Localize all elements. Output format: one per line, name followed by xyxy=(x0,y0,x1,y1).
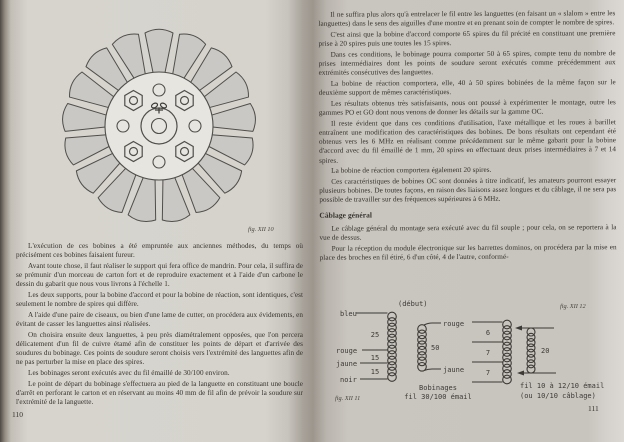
coil3-turns-1: 6 xyxy=(485,329,491,337)
coil2-lead-bottom: jaune xyxy=(443,366,465,374)
paragraph: L'exécution de ces bobines a été empruntée aux anciennes méthodes, du temps où précisément ces bobines faisaient fureur. xyxy=(16,242,303,260)
right-page-text xyxy=(318,9,616,265)
section-heading: Câblage général xyxy=(319,210,373,220)
paragraph: La bobine de réaction comportera également 20 spires. xyxy=(331,166,492,175)
fig11-caption: fig. XII 11 xyxy=(335,395,361,402)
fig12-caption: fig. XII 12 xyxy=(560,303,586,310)
coil4-winding xyxy=(515,326,556,376)
coil4-caption-line1: fil 10 à 12/10 émail xyxy=(520,382,605,390)
paragraph: On choisira ensuite deux languettes, à peu près diamétralement opposées, que l'on percera délicatement d'un fil de cuivre étamé afin de constituer les points de départ et d'arrivée des soudures du bobinage. Ces points de soudure seront choisis vers l'extrémité des languettes afin de ne pas perturber la mise en place des spires. xyxy=(16,330,303,367)
coil3-turns-3: 7 xyxy=(485,369,491,377)
coil2-caption-line2: fil 30/100 émail xyxy=(404,393,472,401)
fig10-caption: fig. XII 10 xyxy=(248,226,274,233)
coil1-tap-2: jaune xyxy=(336,360,358,368)
paragraph: Il ne suffira plus alors qu'à entrelacer le fil entre les languettes (en faisant un « slalom » entre les languettes) dans le sens des aiguilles d'une montre et en prenant soin de compter le nombre de spires. xyxy=(318,9,616,28)
paragraph: Dans ces conditions, le bobinage pourra comporter 50 à 65 spires, compte tenu du nombre de prises intermédiaires dont les points de soudure seront exécutés comme précédemment aux extrémités consécutives des languettes. xyxy=(318,49,616,77)
coil3-winding xyxy=(472,320,511,384)
paragraph: La bobine de réaction comportera, elle, 40 à 50 spires bobinées de la même façon sur le deuxième support de mêmes caractéristiques. xyxy=(318,78,616,97)
coil1-lead-top: bleu xyxy=(340,310,357,318)
coil1-turns-1: 25 xyxy=(370,331,380,339)
page-number-left: 110 xyxy=(12,410,23,419)
paragraph: Les résultats obtenus très satisfaisants, nous ont poussé à expérimenter le montage, outre les gammes PO et GO dont nous venons de donner les détails sur la gamme OC. xyxy=(318,98,616,117)
coil4-turns: 20 xyxy=(541,347,550,355)
coil4-caption-line2: (ou 10/10 câblage) xyxy=(520,392,596,400)
coil2-caption-line1: Bobinages xyxy=(419,384,457,392)
paragraph: Avant toute chose, il faut réaliser le support qui fera office de mandrin. Pour cela, il suffira de se prémunir d'un morceau de carton fort et de reproduire exactement et à l'aide d'un carbone le dessin du gabarit que nous vous livrons à l'échelle 1. xyxy=(16,261,303,289)
paragraph: Les deux supports, pour la bobine d'accord et pour la bobine de réaction, sont identiques, c'est seulement le nombre de spires qui diffère. xyxy=(16,291,303,309)
coil3-turns-2: 7 xyxy=(485,349,491,357)
coil1-lead-bottom: noir xyxy=(340,376,357,384)
page-number-right: 111 xyxy=(588,404,599,413)
debut-label: (début) xyxy=(398,300,428,308)
paragraph: Il reste évident que dans ces conditions d'utilisation, l'axe métallique et les roues à barillet entraînent une modification des caractéristiques des bobines. De bons résultats ont cependant été obtenus vers les 6 MHz en réalisant comme précédemment sur le même gabarit pour la bobine d'accord avec du fil émaillé de 1 mm, 20 spires en effectuant deux prises intermédiaires à 7 et 14 spires. xyxy=(318,117,617,165)
coil1-turns-3: 15 xyxy=(370,368,380,376)
paragraph: Ces caractéristiques de bobines OC sont données à titre indicatif, les amateurs pourront essayer plusieurs bobines. De toutes façons, en raison des liaisons assez longues et du câblage, il ne sera pas possible de travailler sur des fréquences supérieures à 6 MHz. xyxy=(319,176,617,205)
paragraph: A l'aide d'une paire de ciseaux, ou bien d'une lame de cutter, on procédera aux évidements, en évitant de casser les languettes ainsi réalisées. xyxy=(16,310,303,329)
left-page-text xyxy=(16,242,303,409)
paragraph: Pour la réception du module électronique sur les barrettes dominos, on procédera par la mise en place des broches en fil étiré, 6 d'un côté, 4 de l'autre, conformé- xyxy=(319,243,617,263)
paragraph: Le point de départ du bobinage s'effectuera au pied de la languette en constituant une boucle d'arrêt en perforant le carton et en réservant au moins 40 mm de fil afin de prévoir la soudure sur l'extrémité de la languette. xyxy=(16,379,303,407)
former-hub xyxy=(105,72,213,180)
coil1-turns-2: 15 xyxy=(370,354,380,362)
coil1-tap-1: rouge xyxy=(336,347,358,355)
paragraph: C'est ainsi que la bobine d'accord comporte 65 spires du fil précité en constituant une première prise à 20 spires puis une toutes les 15 spires. xyxy=(318,29,616,48)
coil2-lead-top: rouge xyxy=(443,320,465,328)
coil2-turns: 50 xyxy=(431,344,440,352)
winding-diagrams-figure xyxy=(322,296,620,436)
paragraph: Le câblage général du montage sera exécuté avec du fil souple ; pour cela, on se reportera à la vue de dessus. xyxy=(319,223,617,243)
coil-former-figure xyxy=(55,22,263,230)
paragraph: Les bobinages seront exécutés avec du fil émaillé de 30/100 environ. xyxy=(28,369,230,378)
